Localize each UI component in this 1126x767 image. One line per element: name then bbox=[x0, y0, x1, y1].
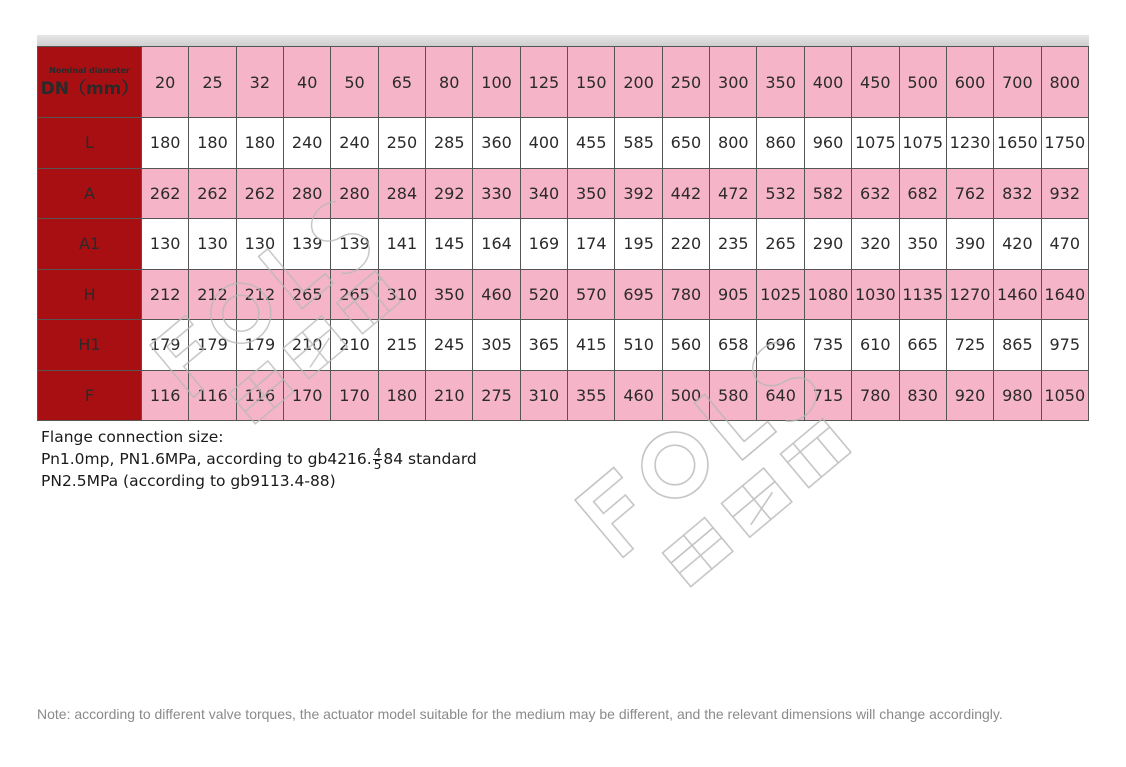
table-row bbox=[38, 118, 1089, 169]
diameter-header-cell: 100 bbox=[473, 47, 520, 118]
table-cell: 139 bbox=[331, 219, 378, 270]
table-cell: 1025 bbox=[757, 269, 804, 320]
table-cell: 116 bbox=[142, 370, 189, 421]
table-cell: 180 bbox=[378, 370, 425, 421]
diameter-header-cell: 350 bbox=[757, 47, 804, 118]
table-cell: 195 bbox=[615, 219, 662, 270]
table-cell: 1075 bbox=[852, 118, 899, 169]
notes-line-2 bbox=[41, 445, 477, 472]
table-cell: 695 bbox=[615, 269, 662, 320]
table-cell: 658 bbox=[710, 320, 757, 371]
table-cell: 640 bbox=[757, 370, 804, 421]
diameter-header-cell: 200 bbox=[615, 47, 662, 118]
diameter-header-cell: 150 bbox=[568, 47, 615, 118]
table-cell: 472 bbox=[710, 168, 757, 219]
table-cell: 305 bbox=[473, 320, 520, 371]
table-cell: 350 bbox=[899, 219, 946, 270]
row-label: H1 bbox=[38, 320, 142, 371]
table-cell: 350 bbox=[568, 168, 615, 219]
table-cell: 1075 bbox=[899, 118, 946, 169]
table-cell: 1030 bbox=[852, 269, 899, 320]
table-row bbox=[38, 370, 1089, 421]
table-cell: 212 bbox=[236, 269, 283, 320]
table-cell: 780 bbox=[852, 370, 899, 421]
table-cell: 1640 bbox=[1041, 269, 1088, 320]
table-cell: 116 bbox=[236, 370, 283, 421]
table-cell: 1230 bbox=[946, 118, 993, 169]
table-cell: 262 bbox=[142, 168, 189, 219]
table-cell: 310 bbox=[378, 269, 425, 320]
table-cell: 141 bbox=[378, 219, 425, 270]
diameter-header-cell: 40 bbox=[284, 47, 331, 118]
table-cell: 365 bbox=[520, 320, 567, 371]
table-cell: 280 bbox=[331, 168, 378, 219]
table-cell: 145 bbox=[426, 219, 473, 270]
table-cell: 610 bbox=[852, 320, 899, 371]
table-cell: 905 bbox=[710, 269, 757, 320]
table-cell: 179 bbox=[189, 320, 236, 371]
table-cell: 220 bbox=[662, 219, 709, 270]
table-cell: 585 bbox=[615, 118, 662, 169]
table-cell: 250 bbox=[378, 118, 425, 169]
table-cell: 455 bbox=[568, 118, 615, 169]
table-cell: 284 bbox=[378, 168, 425, 219]
table-cell: 682 bbox=[899, 168, 946, 219]
table-cell: 570 bbox=[568, 269, 615, 320]
table-cell: 285 bbox=[426, 118, 473, 169]
table-cell: 580 bbox=[710, 370, 757, 421]
table-cell: 180 bbox=[236, 118, 283, 169]
table-cell: 265 bbox=[331, 269, 378, 320]
diameter-header-cell: 125 bbox=[520, 47, 567, 118]
fraction bbox=[373, 445, 383, 472]
table-cell: 170 bbox=[284, 370, 331, 421]
table-cell: 130 bbox=[142, 219, 189, 270]
table-cell: 130 bbox=[236, 219, 283, 270]
table-cell: 180 bbox=[189, 118, 236, 169]
flange-notes bbox=[41, 427, 477, 491]
table-cell: 350 bbox=[426, 269, 473, 320]
table-cell: 980 bbox=[994, 370, 1041, 421]
table-cell: 780 bbox=[662, 269, 709, 320]
table-cell: 330 bbox=[473, 168, 520, 219]
table-cell: 174 bbox=[568, 219, 615, 270]
table-cell: 212 bbox=[189, 269, 236, 320]
table-top-bar bbox=[37, 35, 1089, 46]
table-cell: 130 bbox=[189, 219, 236, 270]
table-cell: 520 bbox=[520, 269, 567, 320]
diameter-header-cell: 25 bbox=[189, 47, 236, 118]
table-cell: 280 bbox=[284, 168, 331, 219]
table-cell: 360 bbox=[473, 118, 520, 169]
table-cell: 696 bbox=[757, 320, 804, 371]
table-cell: 170 bbox=[331, 370, 378, 421]
table-cell: 975 bbox=[1041, 320, 1088, 371]
row-label: A1 bbox=[38, 219, 142, 270]
table-cell: 800 bbox=[710, 118, 757, 169]
table-cell: 215 bbox=[378, 320, 425, 371]
diameter-header-cell: 65 bbox=[378, 47, 425, 118]
diameter-header-cell: 300 bbox=[710, 47, 757, 118]
table-cell: 1460 bbox=[994, 269, 1041, 320]
dimensions-table bbox=[37, 46, 1089, 421]
table-cell: 1650 bbox=[994, 118, 1041, 169]
table-cell: 265 bbox=[757, 219, 804, 270]
table-cell: 762 bbox=[946, 168, 993, 219]
diameter-header-cell: 250 bbox=[662, 47, 709, 118]
fraction-denominator: 5 bbox=[373, 457, 382, 472]
table-cell: 179 bbox=[236, 320, 283, 371]
table-cell: 442 bbox=[662, 168, 709, 219]
table-row bbox=[38, 320, 1089, 371]
table-cell: 420 bbox=[994, 219, 1041, 270]
notes-line-2-prefix: Pn1.0mp, PN1.6MPa, according to gb4216. bbox=[41, 449, 372, 468]
diameter-header-cell: 32 bbox=[236, 47, 283, 118]
table-cell: 275 bbox=[473, 370, 520, 421]
table-cell: 292 bbox=[426, 168, 473, 219]
table-cell: 116 bbox=[189, 370, 236, 421]
table-cell: 500 bbox=[662, 370, 709, 421]
table-cell: 830 bbox=[899, 370, 946, 421]
table-cell: 340 bbox=[520, 168, 567, 219]
table-cell: 169 bbox=[520, 219, 567, 270]
table-cell: 235 bbox=[710, 219, 757, 270]
dn-mm-label: DN（mm） bbox=[40, 78, 139, 99]
table-cell: 832 bbox=[994, 168, 1041, 219]
table-cell: 920 bbox=[946, 370, 993, 421]
table-cell: 960 bbox=[804, 118, 851, 169]
table-cell: 725 bbox=[946, 320, 993, 371]
table-cell: 460 bbox=[615, 370, 662, 421]
table-cell: 1135 bbox=[899, 269, 946, 320]
table-cell: 715 bbox=[804, 370, 851, 421]
diameter-header-cell: 800 bbox=[1041, 47, 1088, 118]
table-cell: 665 bbox=[899, 320, 946, 371]
table-cell: 355 bbox=[568, 370, 615, 421]
table-cell: 245 bbox=[426, 320, 473, 371]
table-cell: 290 bbox=[804, 219, 851, 270]
nominal-diameter-label: Nominal diameter bbox=[49, 65, 130, 75]
table-cell: 532 bbox=[757, 168, 804, 219]
table-cell: 1050 bbox=[1041, 370, 1088, 421]
row-label: F bbox=[38, 370, 142, 421]
footnote: Note: according to different valve torques, the actuator model suitable for the medium may be different, and the relevant dimensions will change accordingly. bbox=[37, 706, 1003, 722]
table-cell: 265 bbox=[284, 269, 331, 320]
table-row bbox=[38, 168, 1089, 219]
table-cell: 262 bbox=[236, 168, 283, 219]
table-cell: 390 bbox=[946, 219, 993, 270]
table-cell: 139 bbox=[284, 219, 331, 270]
table-cell: 510 bbox=[615, 320, 662, 371]
table-cell: 1270 bbox=[946, 269, 993, 320]
notes-line-1: Flange connection size: bbox=[41, 428, 224, 446]
table-cell: 582 bbox=[804, 168, 851, 219]
table-cell: 632 bbox=[852, 168, 899, 219]
table-cell: 210 bbox=[426, 370, 473, 421]
table-cell: 650 bbox=[662, 118, 709, 169]
fraction-numerator: 4 bbox=[373, 445, 382, 460]
notes-line-2-suffix: 84 standard bbox=[383, 449, 477, 468]
diameter-header-cell: 700 bbox=[994, 47, 1041, 118]
table-cell: 1080 bbox=[804, 269, 851, 320]
table-cell: 470 bbox=[1041, 219, 1088, 270]
table-cell: 865 bbox=[994, 320, 1041, 371]
diameter-header-cell: 80 bbox=[426, 47, 473, 118]
row-label: H bbox=[38, 269, 142, 320]
table-cell: 392 bbox=[615, 168, 662, 219]
diameter-header-cell: 450 bbox=[852, 47, 899, 118]
table-cell: 210 bbox=[331, 320, 378, 371]
diameter-header-cell: 20 bbox=[142, 47, 189, 118]
diameter-header-cell: 600 bbox=[946, 47, 993, 118]
table-cell: 310 bbox=[520, 370, 567, 421]
table-cell: 212 bbox=[142, 269, 189, 320]
table-row bbox=[38, 269, 1089, 320]
table-cell: 179 bbox=[142, 320, 189, 371]
table-cell: 320 bbox=[852, 219, 899, 270]
table-cell: 180 bbox=[142, 118, 189, 169]
table-cell: 932 bbox=[1041, 168, 1088, 219]
table-cell: 560 bbox=[662, 320, 709, 371]
row-label: A bbox=[38, 168, 142, 219]
row-label: L bbox=[38, 118, 142, 169]
table-cell: 460 bbox=[473, 269, 520, 320]
table-cell: 164 bbox=[473, 219, 520, 270]
diameter-header-cell: 400 bbox=[804, 47, 851, 118]
table-cell: 735 bbox=[804, 320, 851, 371]
table-cell: 400 bbox=[520, 118, 567, 169]
table-cell: 262 bbox=[189, 168, 236, 219]
diameter-header-cell: 50 bbox=[331, 47, 378, 118]
table-cell: 415 bbox=[568, 320, 615, 371]
table-cell: 210 bbox=[284, 320, 331, 371]
table-cell: 1750 bbox=[1041, 118, 1088, 169]
diameter-header-cell: 500 bbox=[899, 47, 946, 118]
header-row bbox=[38, 47, 1089, 118]
table-cell: 240 bbox=[284, 118, 331, 169]
table-cell: 860 bbox=[757, 118, 804, 169]
table-cell: 240 bbox=[331, 118, 378, 169]
notes-line-3: PN2.5MPa (according to gb9113.4-88) bbox=[41, 471, 336, 490]
table-row bbox=[38, 219, 1089, 270]
corner-header bbox=[38, 47, 142, 118]
